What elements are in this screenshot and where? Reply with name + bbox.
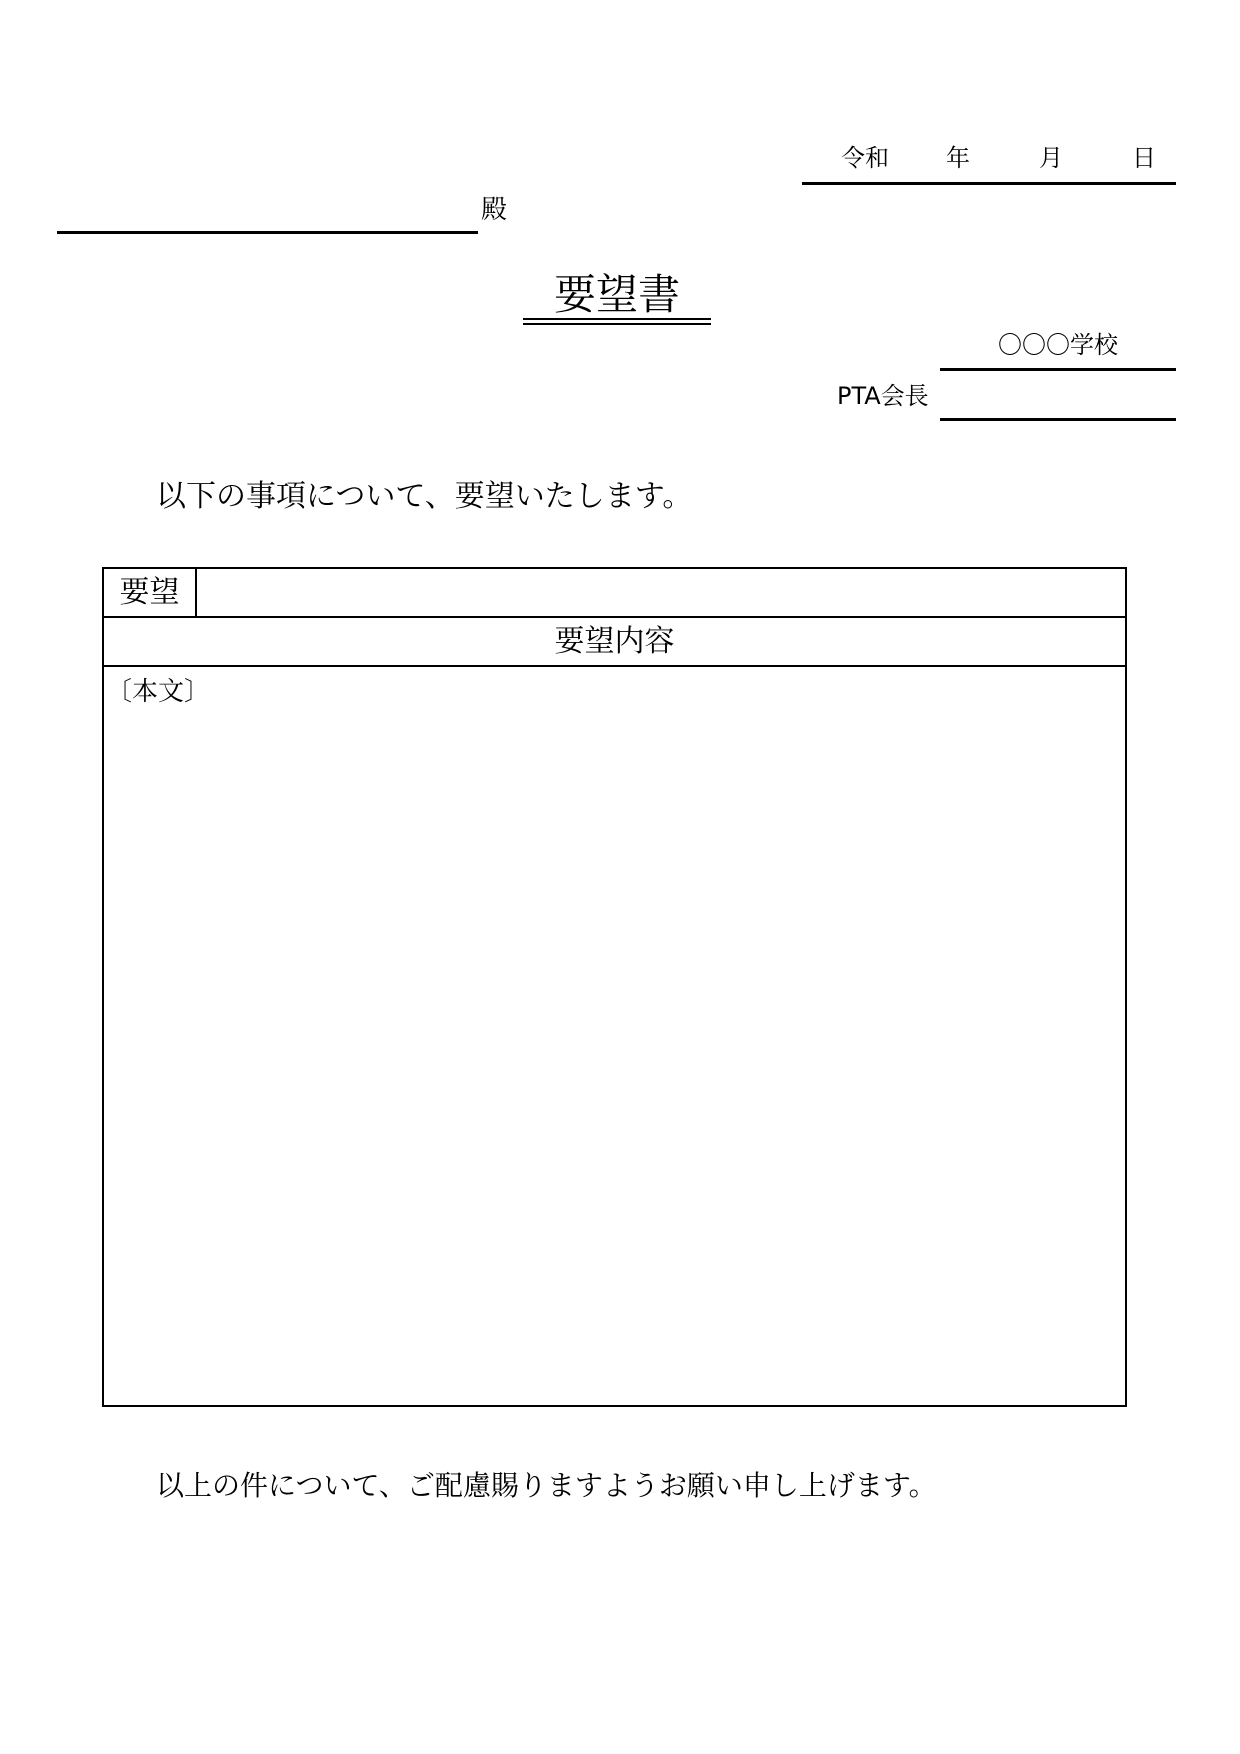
request-table [102,567,1127,1407]
date-year-label: 年 [946,144,970,172]
document-title: 要望書 [553,270,680,319]
intro-sentence: 以下の事項について、要望いたします。 [156,479,693,514]
content-header: 要望内容 [104,618,1125,667]
date-era: 令和 [841,144,889,172]
sender-name-line [940,418,1176,421]
sender-role: PTA会長 [837,382,929,410]
date-month-label: 月 [1039,144,1063,172]
subject-row [104,569,1125,618]
closing-sentence: 以上の件について、ご配慮賜りますようお願い申し上げます。 [156,1469,937,1502]
request-body-area [104,667,1125,1405]
subject-label: 要望 [104,569,197,616]
date-underline [802,182,1176,185]
date-day-label: 日 [1132,144,1156,172]
recipient-honorific: 殿 [481,195,508,225]
recipient-name-line [57,231,478,234]
sender-school: 〇〇〇学校 [998,331,1118,359]
school-underline [940,368,1176,371]
title-underline-bottom [523,323,711,325]
title-underline-top [523,318,711,320]
body-placeholder: 〔本文〕 [106,677,211,707]
